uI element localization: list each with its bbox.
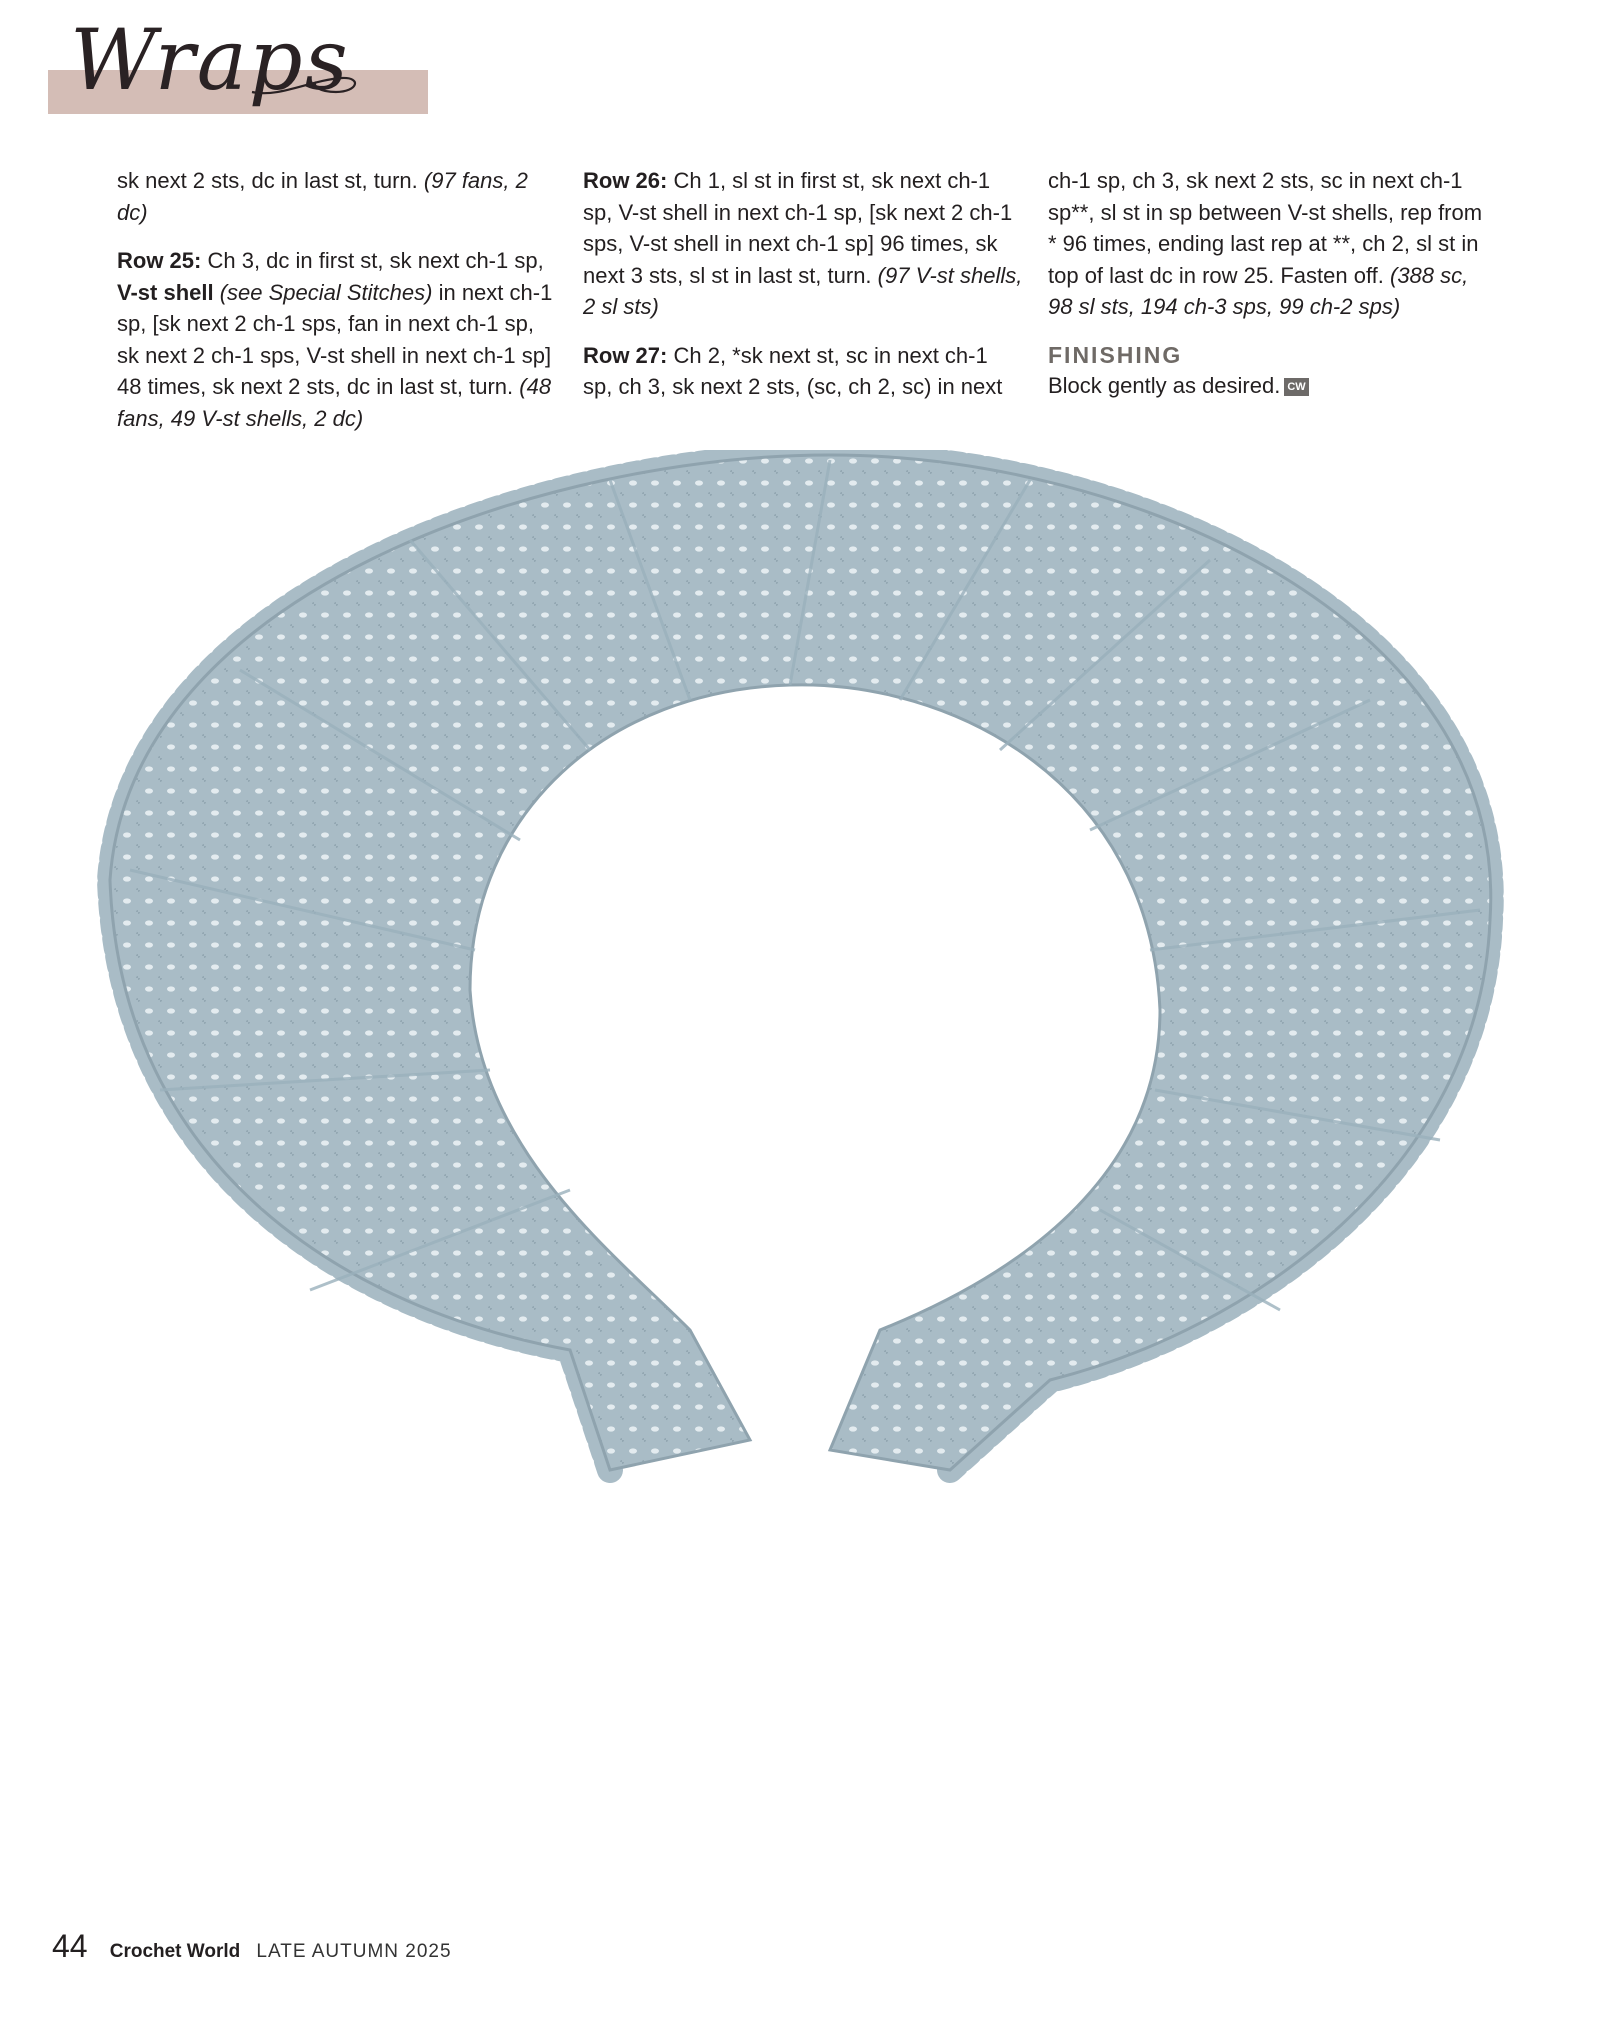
row25-vst-shell: V-st shell — [117, 279, 214, 305]
row24-text: sk next 2 sts, dc in last st, turn. — [117, 168, 424, 193]
issue-label: LATE AUTUMN 2025 — [256, 1941, 452, 1962]
end-mark-icon: CW — [1284, 378, 1308, 396]
row27-label: Row 27: — [583, 342, 668, 368]
row27-text: Ch 2, *sk next st, sc in next ch-1 sp, ch 3, sk next 2 sts, (sc, ch 2, sc) in next — [583, 342, 1003, 399]
paragraph-row27-cont — [1048, 165, 1488, 323]
row27-count: (388 sc, 98 sl sts, 194 ch-3 sps, 99 ch-2 sps) — [1048, 262, 1469, 319]
row24-count: (97 fans, 2 dc) — [117, 168, 528, 225]
finishing-text: Block gently as desired. — [1048, 372, 1281, 398]
section-title: Wraps — [70, 11, 350, 109]
row25-text-a: Ch 3, dc in first st, sk next ch-1 sp, — [201, 248, 544, 273]
text-column-3 — [1048, 165, 1488, 418]
paragraph-row26 — [583, 165, 1023, 323]
finishing-paragraph — [1048, 370, 1488, 402]
paragraph-row25 — [117, 245, 557, 434]
paragraph-row24-end — [117, 165, 557, 228]
crochet-collar-wrap-photo — [50, 450, 1550, 1870]
row25-label: Row 25: — [117, 248, 202, 273]
paragraph-row27 — [583, 340, 1023, 403]
text-column-1 — [117, 165, 557, 451]
title-swash-icon — [250, 62, 360, 112]
magazine-name: Crochet World — [109, 1941, 241, 1962]
row26-text: Ch 1, sl st in first st, sk next ch-1 sp, V-st shell in next ch-1 sp, [sk next 2 ch-1 sps, V-st shell in next ch-1 sp] 96 times, sk next 3 sts, sl st in last st, turn. — [583, 168, 1013, 288]
row25-text-b: in next ch-1 sp, [sk next 2 ch-1 sps, fan in next ch-1 sp, sk next 2 ch-1 sps, V-st shell in next ch-1 sp] 48 times, sk next 2 sts, dc in last st, turn. — [117, 279, 553, 399]
finishing-heading: FINISHING — [1048, 341, 1183, 368]
page-footer — [52, 1928, 452, 1965]
row25-count: (48 fans, 49 V-st shells, 2 dc) — [117, 374, 552, 431]
row26-count: (97 V-st shells, 2 sl sts) — [583, 262, 1023, 319]
text-column-2 — [583, 165, 1023, 420]
row25-special-ref: (see Special Stitches) — [213, 279, 433, 305]
row27-cont-text: ch-1 sp, ch 3, sk next 2 sts, sc in next ch-1 sp**, sl st in sp between V-st shells, rep from * 96 times, ending last rep at **, ch 2, sl st in top of last dc in row 25. Fasten off. — [1048, 168, 1483, 288]
page-number: 44 — [52, 1928, 88, 1964]
row26-label: Row 26: — [583, 168, 668, 193]
